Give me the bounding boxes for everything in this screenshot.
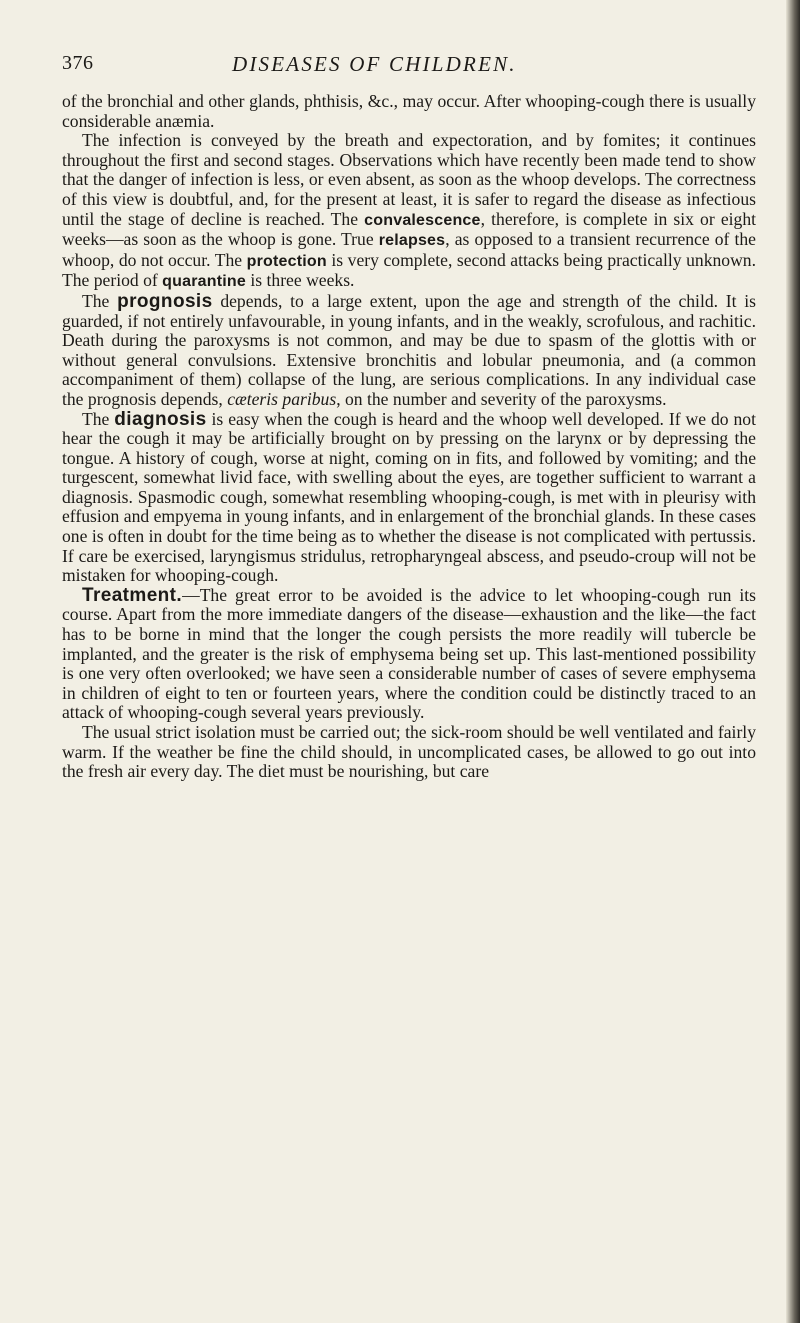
paragraph-treatment: Treatment.—The great error to be avoided is the advice to let whooping-cough run its course. Apart from the more immediate dangers of the disease—exhaustion and the like—the fact has to be borne in mind that the longer the cough persists the more readily will tubercle be implanted, and the greater is the risk of emphysema being set up. This last-mentioned possibility is one very often overlooked; we have seen a considerable number of cases of severe emphysema in children of eight to ten or fourteen years, where the condition could be distinctly traced to an attack of whooping-cough several years previously. — [62, 584, 756, 723]
latin-phrase: cæteris paribus — [227, 388, 337, 409]
body-text — [62, 92, 756, 782]
heading-diagnosis: diagnosis — [114, 408, 207, 430]
term-convalescence: convalescence — [364, 211, 481, 229]
heading-prognosis: prognosis — [117, 290, 213, 312]
page-edge-shadow — [786, 0, 800, 1323]
page-header — [62, 52, 762, 86]
paragraph-diagnosis: The diagnosis is easy when the cough is heard and the whoop well developed. If we do not hear the cough it may be artificially brought on by pressing on the larynx or by depressing the tongue. A history of cough, worse at night, coming on in fits, and followed by vomiting; and the turgescent, somewhat livid face, with swelling about the eyes, are together sufficient to warrant a diagnosis. Spasmodic cough, somewhat resembling whooping-cough, is met with in pleurisy with effusion and empyema in young infants, and in enlargement of the bronchial glands. In these cases one is often in doubt for the time being as to whether the disease is not complicated with pertussis. If care be exercised, laryngismus stridulus, retropharyngeal abscess, and pseudo-croup will not be mistaken for whooping-cough. — [62, 408, 756, 586]
term-relapses: relapses — [378, 232, 446, 250]
term-protection: protection — [246, 252, 327, 270]
running-title: DISEASES OF CHILDREN. — [232, 52, 517, 76]
paragraph-isolation: The usual strict isolation must be carried out; the sick-room should be well ventilated and fairly warm. If the weather be fine the child should, in uncomplicated cases, be allowed to go out into the fresh air every day. The diet must be nourishing, but care — [62, 722, 756, 782]
page-number: 376 — [62, 52, 94, 74]
paragraph-prognosis: The prognosis depends, to a large extent, upon the age and strength of the child. It is guarded, if not entirely unfavourable, in young infants, and in the weakly, scrofulous, and rachitic. Death during the paroxysms is not common, and may be due to spasm of the glottis with or without general convulsions. Extensive bronchitis and lobular pneumonia, and (a common accompaniment of them) collapse of the lung, are serious complications. In any individual case the prognosis depends, cæteris paribus, on the number and severity of the paroxysms. — [62, 290, 757, 409]
term-quarantine: quarantine — [162, 273, 246, 291]
paragraph-anaemia: of the bronchial and other glands, phthisis, &c., may occur. After whooping-cough there is usually considerable anæmia. — [62, 91, 756, 131]
heading-treatment: Treatment. — [82, 584, 183, 606]
paragraph-infection: The infection is conveyed by the breath and expectoration, and by fomites; it continues throughout the first and second stages. Observations which have recently been made tend to show that the danger of infection is less, or even absent, as soon as the whoop develops. The correctness of this view is doubtful, and, for the present at least, it is safer to regard the disease as infectious until the stage of decline is reached. The convalescence, therefore, is complete in six or eight weeks—as soon as the whoop is gone. True relapses, as opposed to a transient recurrence of the whoop, do not occur. The protection is very complete, second attacks being practically unknown. The period of quarantine is three weeks. — [62, 130, 757, 291]
